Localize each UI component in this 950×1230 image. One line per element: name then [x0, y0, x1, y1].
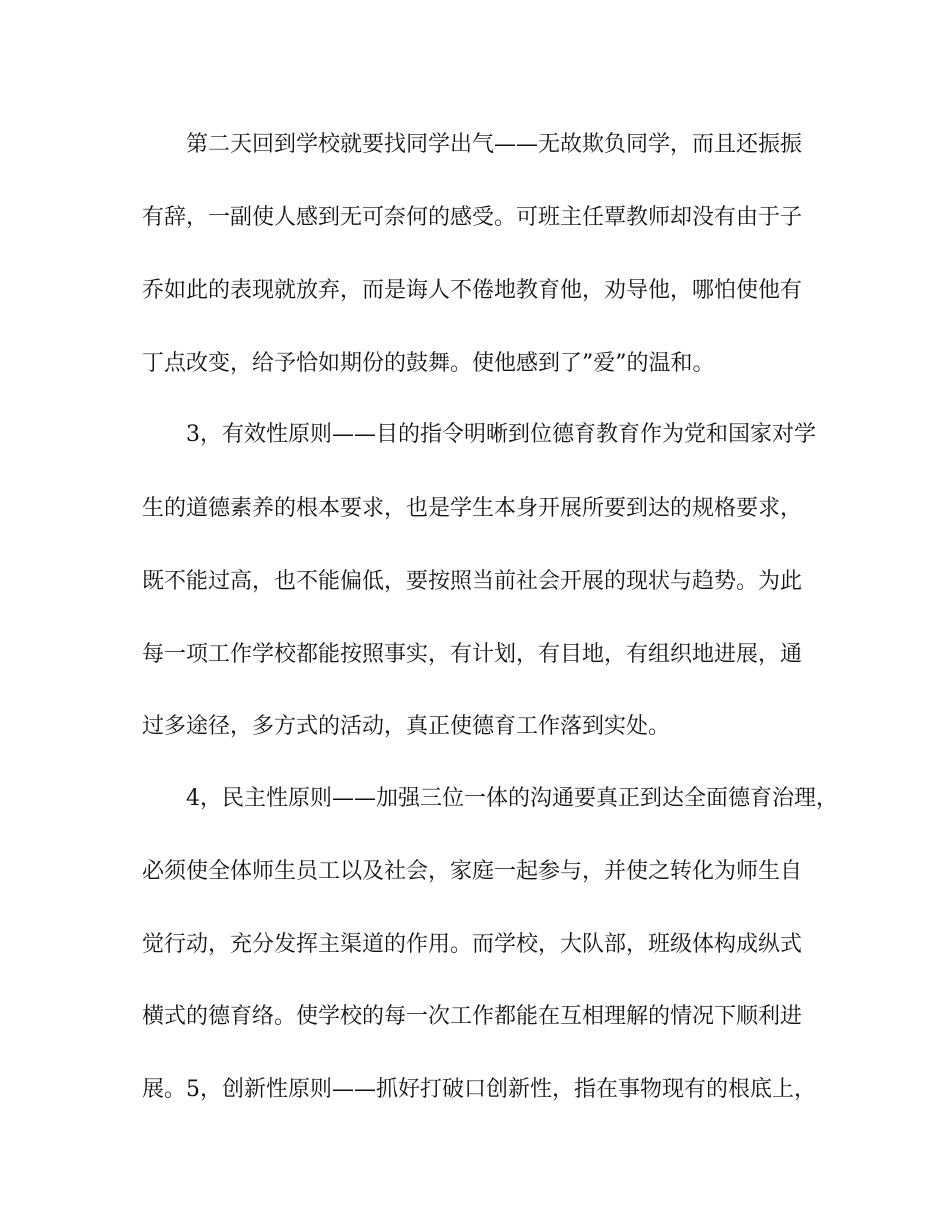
text-line-6: 生的道德素养的根本要求，也是学生本身开展所要到达的规格要求， — [142, 496, 803, 521]
text-line-13: 横式的德育络。使学校的每一次工作都能在互相理解的情况下顺利进 — [142, 1004, 803, 1029]
text-line-11: 必须使全体师生员工以及社会，家庭一起参与，并使之转化为师生自 — [142, 859, 803, 884]
text-line-2: 有辞，一副使人感到无可奈何的感受。可班主任覃教师却没有由于子 — [142, 205, 803, 230]
text-line-3: 乔如此的表现就放弃，而是诲人不倦地教育他，劝导他，哪怕使他有 — [142, 278, 803, 303]
text-line-1: 第二天回到学校就要找同学出气——无故欺负同学，而且还振振 — [186, 132, 803, 157]
text-line-7: 既不能过高，也不能偏低，要按照当前社会开展的现状与趋势。为此 — [142, 569, 803, 594]
text-line-4: 丁点改变，给予恰如期份的鼓舞。使他感到了”爱”的温和。 — [142, 351, 715, 376]
text-line-5: 3，有效性原则——目的指令明晰到位德育教育作为党和国家对学 — [186, 422, 816, 447]
text-line-10: 4，民主性原则——加强三位一体的沟通要真正到达全面德育治理， — [186, 786, 838, 811]
text-line-12: 觉行动，充分发挥主渠道的作用。而学校，大队部，班级体构成纵式 — [142, 932, 803, 957]
text-line-9: 过多途径，多方式的活动，真正使德育工作落到实处。 — [142, 714, 671, 739]
text-line-14: 展。5，创新性原则——抓好打破口创新性，指在事物现有的根底上， — [142, 1077, 816, 1102]
text-line-8: 每一项工作学校都能按照事实，有计划，有目地，有组织地进展，通 — [142, 642, 803, 667]
